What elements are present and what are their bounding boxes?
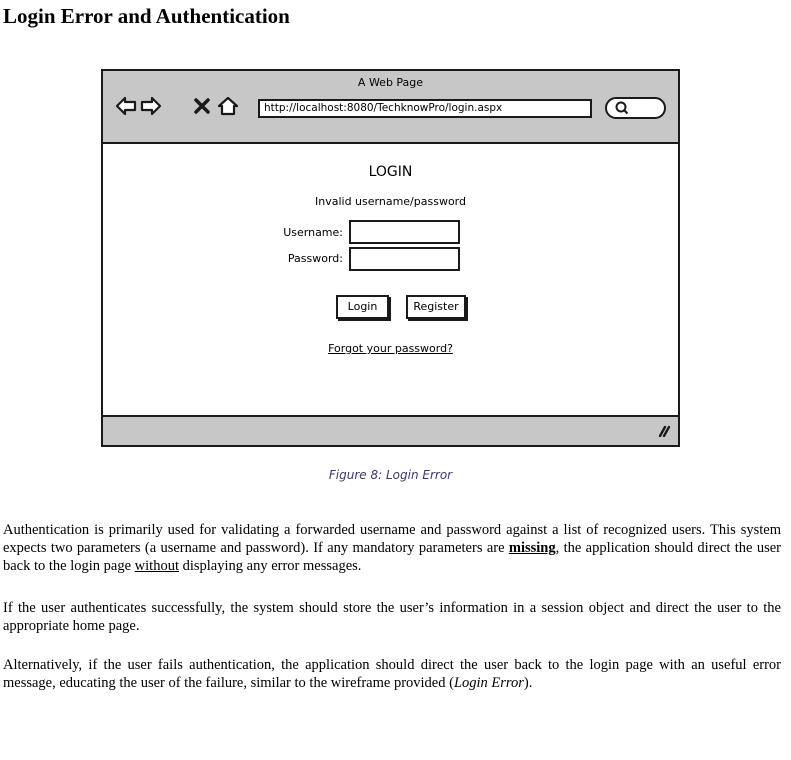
error-message: Invalid username/password <box>315 195 466 208</box>
figure-caption: Figure 8: Login Error <box>328 468 453 482</box>
address-bar[interactable]: http://localhost:8080/TechknowPro/login.aspx <box>258 99 592 118</box>
paragraph-1-text-c: displaying any error messages. <box>178 558 362 574</box>
paragraph-1-text-b: , the application should direct the user back to the login page <box>3 540 781 574</box>
browser-toolbar <box>103 71 678 144</box>
username-input[interactable] <box>349 220 460 244</box>
login-title: LOGIN <box>368 164 413 180</box>
password-input[interactable] <box>349 247 460 271</box>
close-icon[interactable] <box>193 95 211 117</box>
window-title: A Web Page <box>357 76 424 89</box>
paragraph-2: If the user authenticates successfully, the system should store the user’s information in a session object and direct the user to the appropriate home page. <box>3 600 781 634</box>
section-heading: Login Error and Authentication <box>3 4 290 28</box>
login-button[interactable]: Login <box>336 295 389 319</box>
register-button[interactable]: Register <box>406 295 466 319</box>
figure-reference: Login Error <box>453 675 524 691</box>
password-label: Password: <box>287 252 343 265</box>
paragraph-1-text-a: Authentication is primarily used for validating a forwarded username and password against a list of recognized users. This system expects two parameters (a username and password). If any mandatory parameters are <box>3 522 781 556</box>
back-arrow-icon[interactable] <box>115 95 137 117</box>
paragraph-3 <box>3 656 781 692</box>
home-icon[interactable] <box>217 95 239 117</box>
forgot-password-link[interactable]: Forgot your password? <box>328 342 453 355</box>
search-field[interactable] <box>605 97 666 119</box>
forward-arrow-icon[interactable] <box>140 95 162 117</box>
page-content <box>103 144 678 419</box>
wireframe-browser-window <box>101 69 680 447</box>
paragraph-3-text-a: Alternatively, if the user fails authentication, the application should direct the user back to the login page with an useful error message, educating the user of the failure, similar to the wireframe provided ( <box>3 657 781 691</box>
browser-status-bar <box>103 415 678 445</box>
paragraph-1 <box>3 521 781 575</box>
username-label: Username: <box>283 226 343 239</box>
emphasis-missing: missing <box>508 540 556 556</box>
paragraph-3-text-b: ). <box>523 675 533 691</box>
search-icon <box>615 101 629 120</box>
resize-handle-icon[interactable] <box>656 425 670 441</box>
emphasis-without: without <box>134 558 179 574</box>
